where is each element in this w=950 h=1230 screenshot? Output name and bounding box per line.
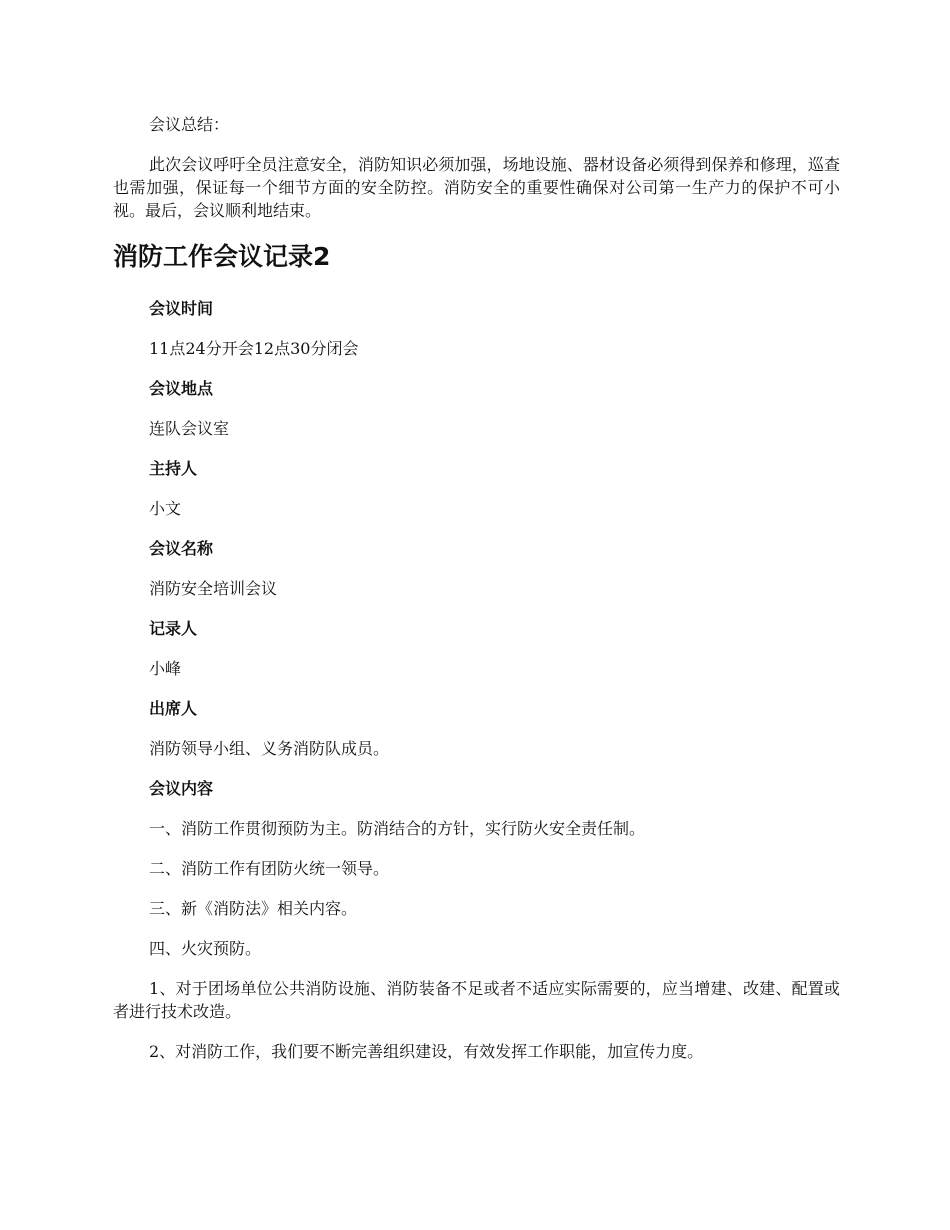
meeting-name-value: 消防安全培训会议 <box>149 579 278 598</box>
time-value: 11点24分开会12点30分闭会 <box>149 339 359 358</box>
summary-body: 此次会议呼吁全员注意安全，消防知识必须加强，场地设施、器材设备必须得到保养和修理，巡查也需加强，保证每一个细节方面的安全防控。消防安全的重要性确保对公司第一生产力的保护不可小视。最后，会议顺利地结束。 <box>113 155 840 220</box>
summary-label: 会议总结： <box>149 115 230 134</box>
content-item: 1、对于团场单位公共消防设施、消防装备不足或者不适应实际需要的，应当增建、改建、配置或者进行技术改造。 <box>113 979 840 1021</box>
meeting-name-label: 会议名称 <box>149 539 214 558</box>
recorder-label: 记录人 <box>149 619 198 638</box>
recorder-value: 小峰 <box>149 659 182 678</box>
content-item: 三、新《消防法》相关内容。 <box>149 899 358 918</box>
content-item: 2、对消防工作，我们要不断完善组织建设，有效发挥工作职能，加宣传力度。 <box>149 1042 704 1061</box>
attendees-label: 出席人 <box>149 699 198 718</box>
content-item: 一、消防工作贯彻预防为主。防消结合的方针，实行防火安全责任制。 <box>149 819 646 838</box>
time-label: 会议时间 <box>149 299 214 318</box>
attendees-value: 消防领导小组、义务消防队成员。 <box>149 739 390 758</box>
place-label: 会议地点 <box>149 379 214 398</box>
content-label: 会议内容 <box>149 779 214 798</box>
section-title: 消防工作会议记录2 <box>113 242 331 271</box>
content-item: 四、火灾预防。 <box>149 939 262 958</box>
place-value: 连队会议室 <box>149 419 230 438</box>
host-value: 小文 <box>149 499 182 518</box>
content-item: 二、消防工作有团防火统一领导。 <box>149 859 390 878</box>
host-label: 主持人 <box>149 459 198 478</box>
